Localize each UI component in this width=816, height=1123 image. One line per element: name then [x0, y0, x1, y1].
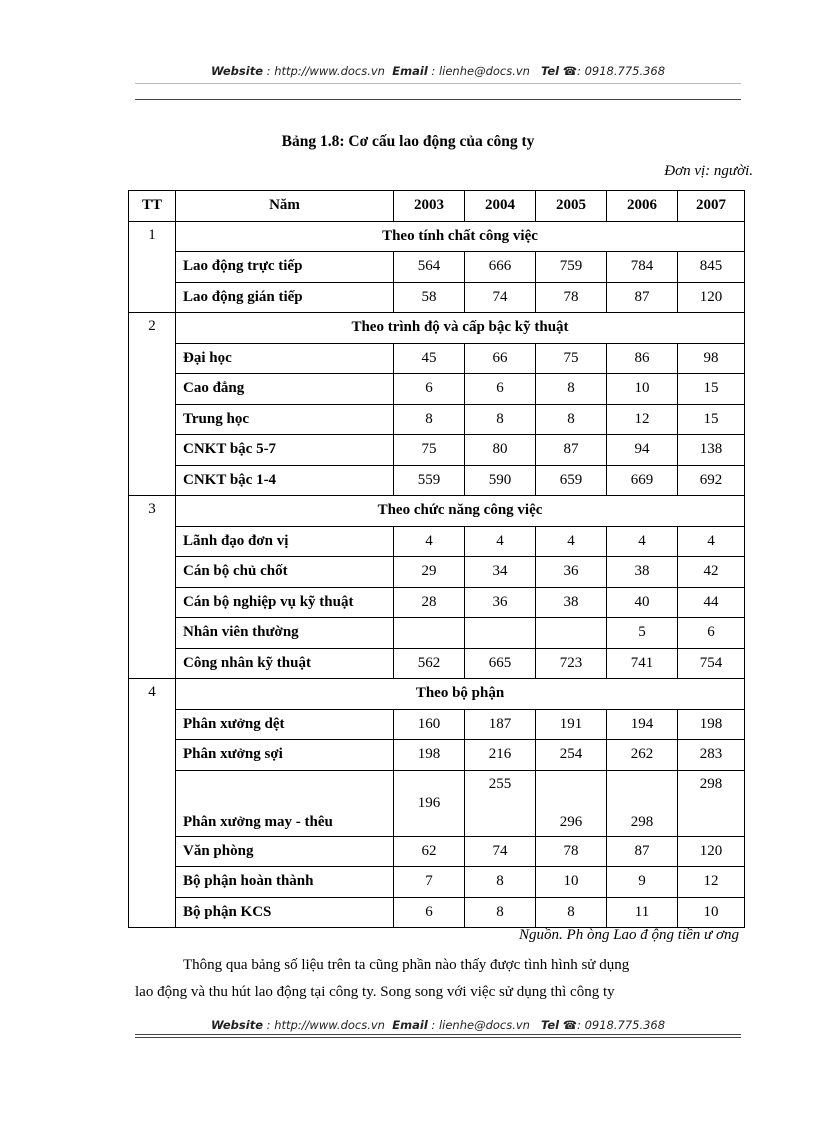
value-cell: 45 [394, 343, 465, 374]
row-label: Nhân viên thường [176, 618, 394, 649]
row-label: Bộ phận KCS [176, 897, 394, 928]
value-cell: 298 [678, 770, 745, 836]
value-cell: 559 [394, 465, 465, 496]
value-cell: 692 [678, 465, 745, 496]
value-cell: 42 [678, 557, 745, 588]
header-rule-top [135, 83, 741, 84]
value-cell: 10 [536, 867, 607, 898]
table-row [129, 526, 745, 557]
phone-icon: ☎ [562, 1018, 578, 1032]
header-2004: 2004 [465, 191, 536, 222]
footer-rule [135, 1034, 741, 1038]
value-cell: 296 [536, 770, 607, 836]
value-cell: 11 [607, 897, 678, 928]
value-cell: 5 [607, 618, 678, 649]
value-cell: 86 [607, 343, 678, 374]
value-cell: 6 [394, 897, 465, 928]
section-row [129, 679, 745, 710]
value-cell: 87 [536, 435, 607, 466]
value-cell: 283 [678, 740, 745, 771]
value-cell: 6 [465, 374, 536, 405]
value-cell [536, 618, 607, 649]
value-cell: 4 [607, 526, 678, 557]
paragraph-line-1: Thông qua bảng số liệu trên ta cũng phần nào thấy được tình hình sử dụng [183, 957, 630, 973]
value-cell: 669 [607, 465, 678, 496]
table-row [129, 836, 745, 867]
value-cell: 74 [465, 282, 536, 313]
value-cell: 194 [607, 709, 678, 740]
paragraph-line-2: lao động và thu hút lao động tại công ty. Song song với việc sử dụng thì công ty [135, 984, 615, 1000]
table-row [129, 587, 745, 618]
section-row [129, 496, 745, 527]
value-cell: 120 [678, 282, 745, 313]
value-cell: 4 [465, 526, 536, 557]
unit-note: Đơn vị: người. [664, 163, 753, 179]
value-cell: 160 [394, 709, 465, 740]
value-cell: 62 [394, 836, 465, 867]
value-cell: 187 [465, 709, 536, 740]
value-cell: 36 [536, 557, 607, 588]
value-cell: 659 [536, 465, 607, 496]
row-label: Phân xưởng dệt [176, 709, 394, 740]
value-cell: 6 [394, 374, 465, 405]
header-tel-label: Tel [540, 64, 560, 78]
table-row [129, 435, 745, 466]
footer-email-value: : lienhe@docs.vn [431, 1018, 530, 1032]
value-cell: 4 [678, 526, 745, 557]
table-row [129, 282, 745, 313]
value-cell: 15 [678, 374, 745, 405]
table-row [129, 618, 745, 649]
value-cell: 741 [607, 648, 678, 679]
value-cell: 94 [607, 435, 678, 466]
table-row [129, 465, 745, 496]
table-header-row [129, 191, 745, 222]
table-row [129, 740, 745, 771]
header-year: Năm [176, 191, 394, 222]
header-tel-value: : 0918.775.368 [577, 64, 666, 78]
value-cell: 15 [678, 404, 745, 435]
row-label: Lãnh đạo đơn vị [176, 526, 394, 557]
value-cell: 36 [465, 587, 536, 618]
value-cell: 255 [465, 770, 536, 836]
value-cell: 784 [607, 252, 678, 283]
value-cell: 564 [394, 252, 465, 283]
value-cell: 40 [607, 587, 678, 618]
row-label: Văn phòng [176, 836, 394, 867]
value-cell: 562 [394, 648, 465, 679]
value-cell: 78 [536, 282, 607, 313]
value-cell: 10 [607, 374, 678, 405]
header-2007: 2007 [678, 191, 745, 222]
table-row [129, 557, 745, 588]
table-title: Bảng 1.8: Cơ cấu lao động của công ty [281, 133, 535, 150]
row-label: Trung học [176, 404, 394, 435]
page-footer [135, 1018, 741, 1032]
header-2003: 2003 [394, 191, 465, 222]
footer-email-label: Email [392, 1018, 428, 1032]
value-cell: 8 [465, 404, 536, 435]
value-cell: 12 [607, 404, 678, 435]
value-cell: 9 [607, 867, 678, 898]
value-cell: 262 [607, 740, 678, 771]
table-row [129, 867, 745, 898]
header-2005: 2005 [536, 191, 607, 222]
value-cell: 845 [678, 252, 745, 283]
value-cell: 590 [465, 465, 536, 496]
row-label: Bộ phận hoàn thành [176, 867, 394, 898]
header-rule-bottom [135, 99, 741, 100]
row-label: Lao động trực tiếp [176, 252, 394, 283]
value-cell: 198 [678, 709, 745, 740]
header-tt: TT [129, 191, 176, 222]
value-cell: 7 [394, 867, 465, 898]
value-cell: 8 [465, 897, 536, 928]
value-cell: 665 [465, 648, 536, 679]
value-cell: 723 [536, 648, 607, 679]
phone-icon: ☎ [562, 64, 578, 78]
page-header [135, 64, 741, 78]
value-cell: 10 [678, 897, 745, 928]
value-cell: 58 [394, 282, 465, 313]
labor-structure-table [128, 190, 745, 928]
value-cell: 98 [678, 343, 745, 374]
table-row [129, 374, 745, 405]
value-cell: 759 [536, 252, 607, 283]
value-cell: 666 [465, 252, 536, 283]
value-cell [465, 618, 536, 649]
value-cell [394, 618, 465, 649]
table-row [129, 897, 745, 928]
value-cell: 87 [607, 282, 678, 313]
table-row [129, 404, 745, 435]
table-row [129, 648, 745, 679]
value-cell: 216 [465, 740, 536, 771]
row-label: Cao đẳng [176, 374, 394, 405]
value-cell: 196 [394, 770, 465, 836]
value-cell: 4 [394, 526, 465, 557]
value-cell: 8 [536, 897, 607, 928]
value-cell: 80 [465, 435, 536, 466]
section-title: Theo chức năng công việc [176, 496, 745, 527]
table-body [129, 221, 745, 928]
value-cell: 8 [536, 374, 607, 405]
value-cell: 75 [394, 435, 465, 466]
value-cell: 28 [394, 587, 465, 618]
row-label: Lao động gián tiếp [176, 282, 394, 313]
value-cell: 298 [607, 770, 678, 836]
value-cell: 120 [678, 836, 745, 867]
table-row [129, 252, 745, 283]
source-note: Nguồn. Ph òng Lao đ ộng tiền ư ơng [519, 927, 739, 943]
section-title: Theo bộ phận [176, 679, 745, 710]
value-cell: 74 [465, 836, 536, 867]
value-cell: 34 [465, 557, 536, 588]
value-cell: 78 [536, 836, 607, 867]
row-label: CNKT bậc 1-4 [176, 465, 394, 496]
value-cell: 38 [536, 587, 607, 618]
section-number: 4 [129, 679, 176, 928]
value-cell: 8 [394, 404, 465, 435]
row-label: Phân xưởng may - thêu [176, 770, 394, 836]
value-cell: 4 [536, 526, 607, 557]
table-row [129, 343, 745, 374]
value-cell: 138 [678, 435, 745, 466]
section-row [129, 313, 745, 344]
header-email-label: Email [392, 64, 428, 78]
value-cell: 8 [536, 404, 607, 435]
table-row [129, 770, 745, 836]
header-email-value: : lienhe@docs.vn [431, 64, 530, 78]
value-cell: 12 [678, 867, 745, 898]
section-row [129, 221, 745, 252]
row-label: Đại học [176, 343, 394, 374]
row-label: Phân xưởng sợi [176, 740, 394, 771]
value-cell: 8 [465, 867, 536, 898]
value-cell: 38 [607, 557, 678, 588]
value-cell: 754 [678, 648, 745, 679]
section-number: 1 [129, 221, 176, 313]
value-cell: 29 [394, 557, 465, 588]
value-cell: 44 [678, 587, 745, 618]
value-cell: 6 [678, 618, 745, 649]
footer-tel-label: Tel [540, 1018, 560, 1032]
section-title: Theo trình độ và cấp bậc kỹ thuật [176, 313, 745, 344]
row-label: Cán bộ chủ chốt [176, 557, 394, 588]
header-website-label: Website [210, 64, 264, 78]
value-cell: 87 [607, 836, 678, 867]
section-number: 3 [129, 496, 176, 679]
value-cell: 75 [536, 343, 607, 374]
footer-tel-value: : 0918.775.368 [577, 1018, 666, 1032]
row-label: Công nhân kỹ thuật [176, 648, 394, 679]
header-website-value: : http://www.docs.vn [266, 64, 385, 78]
section-number: 2 [129, 313, 176, 496]
header-2006: 2006 [607, 191, 678, 222]
row-label: Cán bộ nghiệp vụ kỹ thuật [176, 587, 394, 618]
value-cell: 254 [536, 740, 607, 771]
footer-website-label: Website [210, 1018, 264, 1032]
footer-website-value: : http://www.docs.vn [266, 1018, 385, 1032]
value-cell: 191 [536, 709, 607, 740]
row-label: CNKT bậc 5-7 [176, 435, 394, 466]
value-cell: 198 [394, 740, 465, 771]
value-cell: 66 [465, 343, 536, 374]
section-title: Theo tính chất công việc [176, 221, 745, 252]
table-row [129, 709, 745, 740]
